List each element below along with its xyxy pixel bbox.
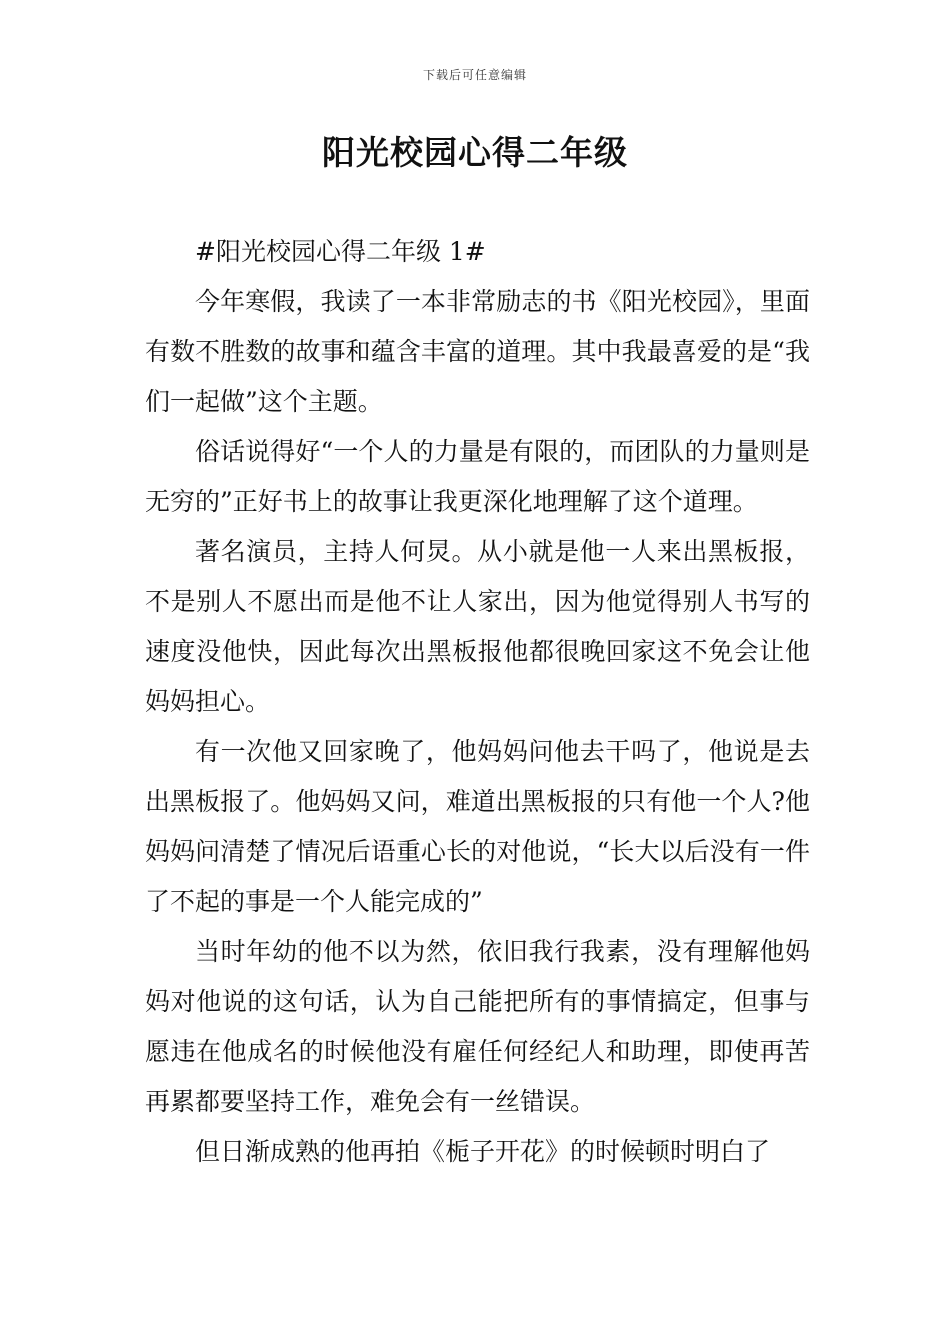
paragraph: 有一次他又回家晚了，他妈妈问他去干吗了，他说是去出黑板报了。他妈妈又问，难道出黑板报的只有他一个人?他妈妈问清楚了情况后语重心长的对他说，“长大以后没有一件了不起的事是一个人能完成的” [145, 737, 810, 916]
document-body [145, 227, 810, 1177]
paragraph: 今年寒假，我读了一本非常励志的书《阳光校园》，里面有数不胜数的故事和蕴含丰富的道理。其中我最喜爱的是“我们一起做”这个主题。 [145, 287, 810, 416]
paragraph: 当时年幼的他不以为然，依旧我行我素，没有理解他妈妈对他说的这句话，认为自己能把所有的事情搞定，但事与愿违在他成名的时候他没有雇任何经纪人和助理，即使再苦再累都要坚持工作，难免会有一丝错误。 [145, 937, 810, 1116]
page-header-note: 下载后可任意编辑 [422, 68, 527, 82]
paragraph: 著名演员，主持人何炅。从小就是他一人来出黑板报，不是别人不愿出而是他不让人家出，因为他觉得别人书写的速度没他快，因此每次出黑板报他都很晚回家这不免会让他妈妈担心。 [145, 537, 810, 716]
document-title: 阳光校园心得二年级 [322, 133, 628, 172]
section-heading: #阳光校园心得二年级 1# [195, 237, 486, 266]
paragraph: 但日渐成熟的他再拍《栀子开花》的时候顿时明白了 [195, 1137, 771, 1166]
paragraph: 俗话说得好“一个人的力量是有限的，而团队的力量则是无穷的”正好书上的故事让我更深化地理解了这个道理。 [145, 437, 810, 516]
